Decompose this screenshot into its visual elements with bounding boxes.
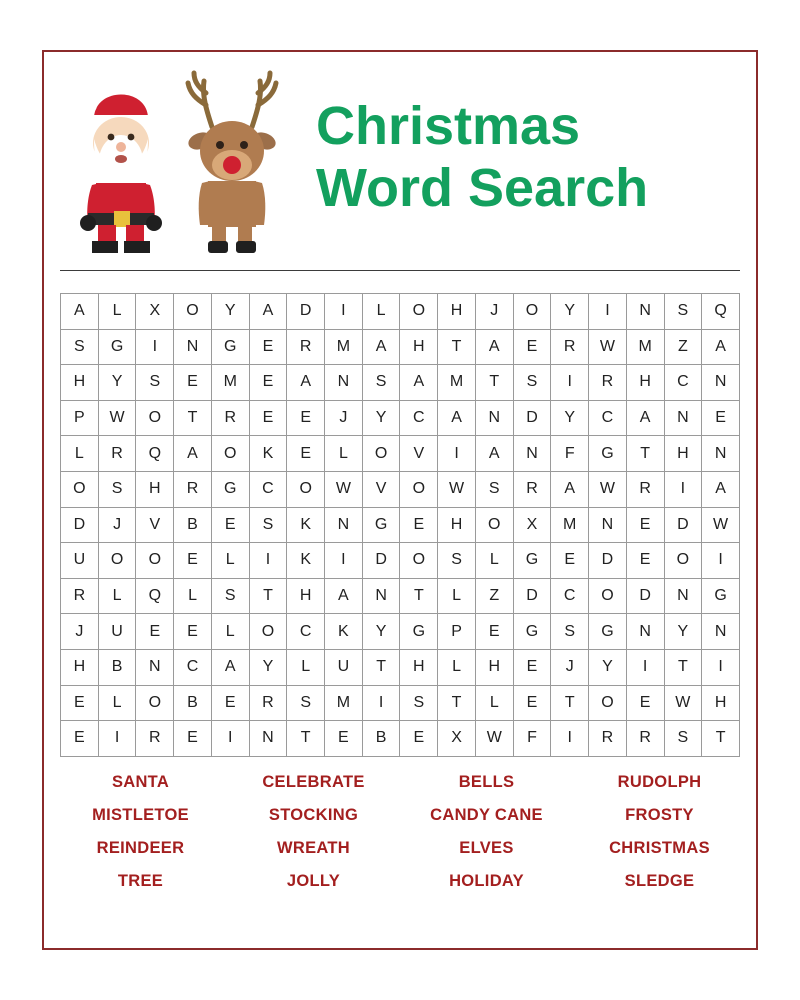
grid-cell[interactable]: P [61, 400, 99, 436]
grid-cell[interactable]: S [438, 543, 476, 579]
grid-cell[interactable]: N [174, 329, 212, 365]
grid-cell[interactable]: Z [664, 329, 702, 365]
grid-cell[interactable]: L [475, 543, 513, 579]
grid-cell[interactable]: S [61, 329, 99, 365]
grid-cell[interactable]: M [626, 329, 664, 365]
grid-cell[interactable]: N [513, 436, 551, 472]
grid-cell[interactable]: A [702, 329, 740, 365]
grid-cell[interactable]: G [513, 543, 551, 579]
grid-cell[interactable]: J [475, 294, 513, 330]
grid-cell[interactable]: Y [664, 614, 702, 650]
word-list-item[interactable]: CELEBRATE [262, 772, 365, 791]
grid-cell[interactable]: G [400, 614, 438, 650]
grid-cell[interactable]: E [513, 649, 551, 685]
grid-cell[interactable]: O [211, 436, 249, 472]
grid-cell[interactable]: I [626, 649, 664, 685]
grid-cell[interactable]: L [325, 436, 363, 472]
grid-cell[interactable]: L [174, 578, 212, 614]
grid-cell[interactable]: C [400, 400, 438, 436]
word-list-item[interactable]: JOLLY [286, 871, 341, 890]
grid-cell[interactable]: K [287, 543, 325, 579]
grid-cell[interactable]: E [513, 329, 551, 365]
grid-cell[interactable]: N [136, 649, 174, 685]
grid-cell[interactable]: A [325, 578, 363, 614]
grid-cell[interactable]: J [98, 507, 136, 543]
grid-cell[interactable]: D [664, 507, 702, 543]
grid-cell[interactable]: N [702, 365, 740, 401]
grid-cell[interactable]: P [438, 614, 476, 650]
grid-cell[interactable]: T [702, 721, 740, 757]
grid-cell[interactable]: W [475, 721, 513, 757]
grid-cell[interactable]: X [513, 507, 551, 543]
grid-cell[interactable]: F [551, 436, 589, 472]
grid-cell[interactable]: A [174, 436, 212, 472]
worksheet-content [42, 50, 758, 950]
grid-cell[interactable]: Y [249, 649, 287, 685]
grid-cell[interactable]: G [211, 471, 249, 507]
grid-cell[interactable]: G [98, 329, 136, 365]
grid-cell[interactable]: V [362, 471, 400, 507]
grid-cell[interactable]: H [702, 685, 740, 721]
word-list-item[interactable]: FROSTY [625, 805, 694, 824]
grid-row [61, 436, 740, 472]
grid-cell[interactable]: O [589, 578, 627, 614]
grid-cell[interactable]: A [626, 400, 664, 436]
grid-cell[interactable]: A [475, 436, 513, 472]
grid-cell[interactable]: O [589, 685, 627, 721]
grid-row [61, 507, 740, 543]
grid-cell[interactable]: R [626, 471, 664, 507]
grid-cell[interactable]: S [287, 685, 325, 721]
word-list-item[interactable]: BELLS [458, 772, 515, 791]
grid-cell[interactable]: C [664, 365, 702, 401]
grid-cell[interactable]: N [626, 614, 664, 650]
grid-cell[interactable]: L [438, 649, 476, 685]
grid-cell[interactable]: I [702, 543, 740, 579]
grid-cell[interactable]: J [551, 649, 589, 685]
grid-cell[interactable]: O [98, 543, 136, 579]
grid-cell[interactable]: E [61, 721, 99, 757]
grid-cell[interactable]: E [174, 614, 212, 650]
grid-cell[interactable]: H [400, 649, 438, 685]
grid-cell[interactable]: D [61, 507, 99, 543]
grid-cell[interactable]: E [249, 400, 287, 436]
grid-cell[interactable]: T [438, 329, 476, 365]
grid-cell[interactable]: S [664, 721, 702, 757]
grid-cell[interactable]: G [589, 436, 627, 472]
grid-cell[interactable]: Z [475, 578, 513, 614]
grid-cell[interactable]: C [589, 400, 627, 436]
grid-cell[interactable]: O [362, 436, 400, 472]
grid-cell[interactable]: I [98, 721, 136, 757]
grid-cell[interactable]: N [702, 436, 740, 472]
santa-illustration [66, 65, 176, 260]
word-list-item[interactable]: STOCKING [268, 805, 359, 824]
grid-cell[interactable]: X [438, 721, 476, 757]
grid-cell[interactable]: A [702, 471, 740, 507]
grid-cell[interactable]: E [174, 365, 212, 401]
grid-cell[interactable]: R [136, 721, 174, 757]
grid-cell[interactable]: O [249, 614, 287, 650]
grid-cell[interactable]: R [589, 721, 627, 757]
letter-grid [60, 293, 740, 757]
grid-row [61, 614, 740, 650]
grid-row [61, 329, 740, 365]
word-list-item[interactable]: MISTLETOE [92, 805, 189, 824]
grid-cell[interactable]: R [626, 721, 664, 757]
grid-cell[interactable]: N [325, 365, 363, 401]
grid-cell[interactable]: K [249, 436, 287, 472]
grid-cell[interactable]: T [475, 365, 513, 401]
page-title [300, 95, 738, 225]
grid-cell[interactable]: W [702, 507, 740, 543]
grid-cell[interactable]: D [626, 578, 664, 614]
grid-cell[interactable]: T [174, 400, 212, 436]
grid-cell[interactable]: R [211, 400, 249, 436]
letter-grid-body [61, 294, 740, 757]
grid-cell[interactable]: M [438, 365, 476, 401]
grid-cell[interactable]: O [400, 543, 438, 579]
grid-cell[interactable]: N [589, 507, 627, 543]
grid-row [61, 721, 740, 757]
grid-cell[interactable]: K [325, 614, 363, 650]
grid-cell[interactable]: S [513, 365, 551, 401]
grid-cell[interactable]: E [287, 400, 325, 436]
grid-cell[interactable]: Y [362, 400, 400, 436]
grid-cell[interactable]: S [249, 507, 287, 543]
word-list-item[interactable]: CHRISTMAS [609, 838, 710, 857]
grid-cell[interactable]: D [589, 543, 627, 579]
grid-cell[interactable]: W [325, 471, 363, 507]
grid-cell[interactable]: M [325, 685, 363, 721]
grid-cell[interactable]: H [136, 471, 174, 507]
grid-cell[interactable]: S [211, 578, 249, 614]
grid-cell[interactable]: E [249, 365, 287, 401]
grid-cell[interactable]: M [211, 365, 249, 401]
grid-row [61, 578, 740, 614]
title-line-1: Christmas [316, 95, 581, 156]
grid-cell[interactable]: X [136, 294, 174, 330]
grid-cell[interactable]: E [136, 614, 174, 650]
word-list-item[interactable]: ELVES [459, 838, 514, 857]
grid-cell[interactable]: B [174, 685, 212, 721]
grid-cell[interactable]: L [438, 578, 476, 614]
grid-cell[interactable]: F [513, 721, 551, 757]
grid-cell[interactable]: Y [362, 614, 400, 650]
grid-cell[interactable]: N [362, 578, 400, 614]
grid-cell[interactable]: C [174, 649, 212, 685]
grid-cell[interactable]: L [98, 685, 136, 721]
grid-cell[interactable]: H [61, 365, 99, 401]
grid-cell[interactable]: N [664, 578, 702, 614]
grid-cell[interactable]: L [61, 436, 99, 472]
grid-cell[interactable]: A [362, 329, 400, 365]
grid-cell[interactable]: A [287, 365, 325, 401]
grid-cell[interactable]: R [249, 685, 287, 721]
grid-cell[interactable]: S [136, 365, 174, 401]
grid-cell[interactable]: E [174, 721, 212, 757]
grid-cell[interactable]: E [626, 685, 664, 721]
grid-cell[interactable]: U [325, 649, 363, 685]
grid-cell[interactable]: S [362, 365, 400, 401]
word-list-item[interactable]: SANTA [111, 772, 170, 791]
grid-cell[interactable]: S [551, 614, 589, 650]
grid-cell[interactable]: E [211, 685, 249, 721]
grid-cell[interactable]: T [626, 436, 664, 472]
grid-cell[interactable]: I [702, 649, 740, 685]
grid-cell[interactable]: I [664, 471, 702, 507]
grid-cell[interactable]: I [362, 685, 400, 721]
grid-cell[interactable]: E [702, 400, 740, 436]
grid-cell[interactable]: E [287, 436, 325, 472]
reindeer-illustration [172, 65, 292, 260]
grid-cell[interactable]: D [513, 578, 551, 614]
grid-cell[interactable]: T [362, 649, 400, 685]
grid-cell[interactable]: I [551, 365, 589, 401]
grid-row [61, 543, 740, 579]
grid-cell[interactable]: W [664, 685, 702, 721]
grid-cell[interactable]: N [475, 400, 513, 436]
grid-cell[interactable]: I [438, 436, 476, 472]
grid-cell[interactable]: Y [589, 649, 627, 685]
grid-cell[interactable]: C [249, 471, 287, 507]
grid-cell[interactable]: I [325, 543, 363, 579]
grid-cell[interactable]: E [249, 329, 287, 365]
grid-cell[interactable]: C [287, 614, 325, 650]
grid-cell[interactable]: E [174, 543, 212, 579]
grid-cell[interactable]: O [513, 294, 551, 330]
grid-cell[interactable]: R [174, 471, 212, 507]
grid-cell[interactable]: W [589, 471, 627, 507]
grid-cell[interactable]: B [98, 649, 136, 685]
title-line-2: Word Search [316, 158, 649, 218]
grid-cell[interactable]: R [589, 365, 627, 401]
grid-row [61, 649, 740, 685]
grid-cell[interactable]: R [287, 329, 325, 365]
grid-cell[interactable]: T [287, 721, 325, 757]
grid-row [61, 365, 740, 401]
grid-cell[interactable]: O [136, 543, 174, 579]
grid-cell[interactable]: L [98, 578, 136, 614]
grid-cell[interactable]: S [98, 471, 136, 507]
grid-cell[interactable]: O [287, 471, 325, 507]
grid-cell[interactable]: N [702, 614, 740, 650]
grid-cell[interactable]: O [136, 685, 174, 721]
grid-cell[interactable]: L [475, 685, 513, 721]
grid-cell[interactable]: I [589, 294, 627, 330]
grid-cell[interactable]: V [136, 507, 174, 543]
grid-cell[interactable]: G [211, 329, 249, 365]
grid-cell[interactable]: A [438, 400, 476, 436]
grid-cell[interactable]: V [400, 436, 438, 472]
grid-cell[interactable]: O [475, 507, 513, 543]
word-list-item[interactable]: CANDY CANE [430, 805, 543, 824]
grid-cell[interactable]: A [211, 649, 249, 685]
grid-cell[interactable]: O [136, 400, 174, 436]
grid-cell[interactable]: H [438, 507, 476, 543]
grid-cell[interactable]: Y [98, 365, 136, 401]
grid-cell[interactable]: L [287, 649, 325, 685]
grid-cell[interactable]: H [626, 365, 664, 401]
header [42, 50, 758, 270]
grid-cell[interactable]: H [400, 329, 438, 365]
grid-cell[interactable]: T [249, 578, 287, 614]
grid-cell[interactable]: S [664, 294, 702, 330]
grid-cell[interactable]: W [589, 329, 627, 365]
grid-cell[interactable]: A [249, 294, 287, 330]
grid-cell[interactable]: E [626, 507, 664, 543]
grid-cell[interactable]: R [61, 578, 99, 614]
grid-cell[interactable]: B [362, 721, 400, 757]
grid-cell[interactable]: S [400, 685, 438, 721]
word-list [54, 773, 746, 891]
grid-cell[interactable]: W [438, 471, 476, 507]
grid-cell[interactable]: L [211, 614, 249, 650]
grid-cell[interactable]: H [438, 294, 476, 330]
grid-cell[interactable]: J [325, 400, 363, 436]
grid-cell[interactable]: E [626, 543, 664, 579]
grid-cell[interactable]: T [438, 685, 476, 721]
grid-cell[interactable]: Q [702, 294, 740, 330]
grid-cell[interactable]: Y [211, 294, 249, 330]
grid-cell[interactable]: N [664, 400, 702, 436]
grid-cell[interactable]: Y [551, 400, 589, 436]
grid-cell[interactable]: L [211, 543, 249, 579]
grid-cell[interactable]: H [475, 649, 513, 685]
grid-cell[interactable]: W [98, 400, 136, 436]
grid-cell[interactable]: B [174, 507, 212, 543]
grid-cell[interactable]: A [400, 365, 438, 401]
grid-cell[interactable]: Y [551, 294, 589, 330]
grid-cell[interactable]: T [400, 578, 438, 614]
grid-cell[interactable]: U [98, 614, 136, 650]
grid-cell[interactable]: N [249, 721, 287, 757]
grid-row [61, 294, 740, 330]
grid-cell[interactable]: N [626, 294, 664, 330]
grid-cell[interactable]: O [61, 471, 99, 507]
header-divider [60, 270, 740, 271]
grid-cell[interactable]: E [211, 507, 249, 543]
grid-cell[interactable]: O [400, 294, 438, 330]
grid-cell[interactable]: R [551, 329, 589, 365]
grid-cell[interactable]: G [362, 507, 400, 543]
grid-cell[interactable]: C [551, 578, 589, 614]
grid-cell[interactable]: A [551, 471, 589, 507]
grid-cell[interactable]: H [664, 436, 702, 472]
grid-cell[interactable]: O [664, 543, 702, 579]
grid-row [61, 400, 740, 436]
grid-cell[interactable]: R [98, 436, 136, 472]
grid-row [61, 471, 740, 507]
grid-cell[interactable]: G [589, 614, 627, 650]
grid-cell[interactable]: I [551, 721, 589, 757]
grid-cell[interactable]: S [475, 471, 513, 507]
grid-cell[interactable]: I [211, 721, 249, 757]
grid-cell[interactable]: Q [136, 578, 174, 614]
grid-cell[interactable]: O [174, 294, 212, 330]
grid-cell[interactable]: E [325, 721, 363, 757]
grid-cell[interactable]: D [513, 400, 551, 436]
grid-cell[interactable]: E [61, 685, 99, 721]
grid-cell[interactable]: H [61, 649, 99, 685]
word-list-item[interactable]: WREATH [277, 838, 350, 857]
grid-cell[interactable]: J [61, 614, 99, 650]
word-search-grid [60, 293, 740, 757]
grid-cell[interactable]: G [513, 614, 551, 650]
word-list-item[interactable]: HOLIDAY [449, 871, 524, 890]
mascot-illustrations [60, 60, 300, 260]
grid-cell[interactable]: O [400, 471, 438, 507]
grid-cell[interactable]: M [325, 329, 363, 365]
grid-cell[interactable]: N [325, 507, 363, 543]
grid-cell[interactable]: T [551, 685, 589, 721]
grid-row [61, 685, 740, 721]
word-list-item[interactable]: RUDOLPH [617, 772, 702, 791]
grid-cell[interactable]: E [551, 543, 589, 579]
word-list-item[interactable]: TREE [117, 871, 164, 890]
grid-cell[interactable]: K [287, 507, 325, 543]
grid-cell[interactable]: I [249, 543, 287, 579]
word-list-item[interactable]: REINDEER [96, 838, 185, 857]
grid-cell[interactable]: E [513, 685, 551, 721]
grid-cell[interactable]: H [287, 578, 325, 614]
grid-cell[interactable]: G [702, 578, 740, 614]
grid-cell[interactable]: L [98, 294, 136, 330]
grid-cell[interactable]: I [136, 329, 174, 365]
grid-cell[interactable]: E [400, 721, 438, 757]
grid-cell[interactable]: A [61, 294, 99, 330]
grid-cell[interactable]: I [325, 294, 363, 330]
grid-cell[interactable]: E [400, 507, 438, 543]
word-list-item[interactable]: SLEDGE [624, 871, 695, 890]
grid-cell[interactable]: D [362, 543, 400, 579]
grid-cell[interactable]: Q [136, 436, 174, 472]
grid-cell[interactable]: L [362, 294, 400, 330]
grid-cell[interactable]: E [475, 614, 513, 650]
grid-cell[interactable]: R [513, 471, 551, 507]
grid-cell[interactable]: M [551, 507, 589, 543]
grid-cell[interactable]: D [287, 294, 325, 330]
grid-cell[interactable]: U [61, 543, 99, 579]
grid-cell[interactable]: A [475, 329, 513, 365]
grid-cell[interactable]: T [664, 649, 702, 685]
